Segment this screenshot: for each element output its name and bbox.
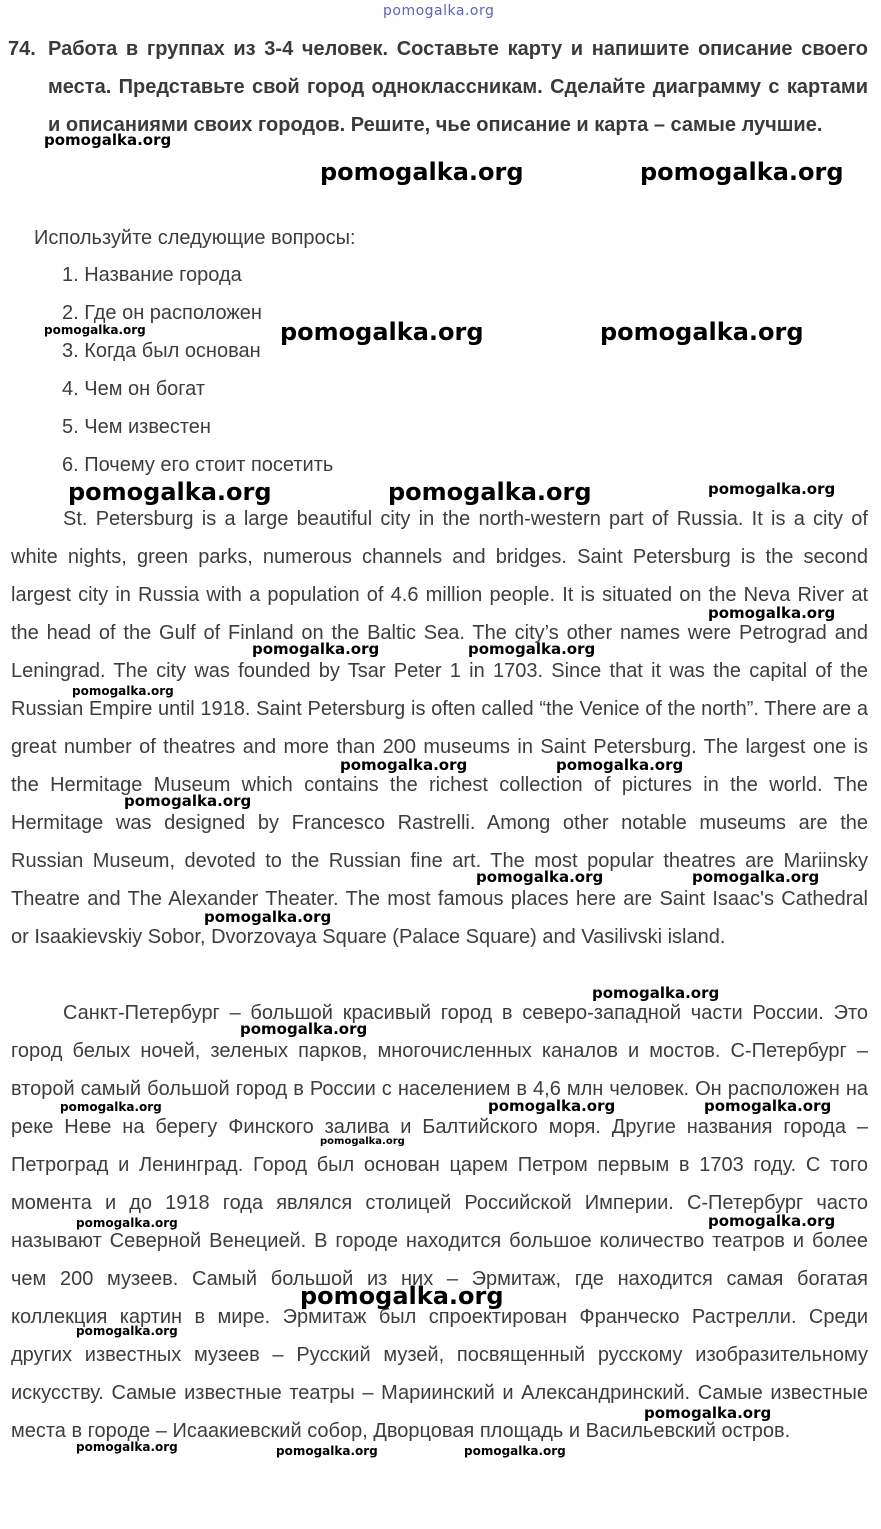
watermark: pomogalka.org — [464, 1444, 566, 1458]
watermark: pomogalka.org — [476, 868, 604, 886]
watermark: pomogalka.org — [300, 1282, 504, 1310]
question-item: 2. Где он расположен — [62, 302, 262, 324]
task-number: 74. — [8, 38, 36, 60]
watermark: pomogalka.org — [340, 756, 468, 774]
watermark: pomogalka.org — [644, 1404, 772, 1422]
questions-list — [34, 256, 356, 484]
question-item: 4. Чем он богат — [62, 378, 205, 400]
question-item: 1. Название города — [62, 264, 242, 286]
watermark: pomogalka.org — [592, 984, 720, 1002]
watermark: pomogalka.org — [600, 318, 804, 346]
watermark: pomogalka.org — [708, 1212, 836, 1230]
watermark: pomogalka.org — [640, 158, 844, 186]
watermark: pomogalka.org — [44, 323, 146, 337]
watermark: pomogalka.org — [204, 908, 332, 926]
watermark: pomogalka.org — [280, 318, 484, 346]
questions-intro: Используйте следующие вопросы: — [34, 227, 356, 249]
header-watermark: pomogalka.org — [383, 3, 495, 19]
watermark: pomogalka.org — [276, 1444, 378, 1458]
watermark: pomogalka.org — [320, 158, 524, 186]
watermark: pomogalka.org — [252, 640, 380, 658]
watermark: pomogalka.org — [76, 1324, 178, 1338]
watermark: pomogalka.org — [72, 684, 174, 698]
question-item: 5. Чем известен — [62, 416, 211, 438]
watermark: pomogalka.org — [388, 478, 592, 506]
watermark: pomogalka.org — [692, 868, 820, 886]
paragraph-english: St. Petersburg is a large beautiful city in the north-western part of Russia. It is a city of white nights, green parks, numerous channels and bridges. Saint Petersburg is the second largest city in Russia with a population of 4.6 million people. It is situated on the Neva River at the head of the Gulf of Finland on the Baltic Sea. The city’s other names were Petrograd and Leningrad. The city was founded by Tsar Peter 1 in 1703. Since that it was the capital of the Russian Empire until 1918. Saint Petersburg is often called “the Venice of the north”. There are a great number of theatres and more than 200 museums in Saint Petersburg. The largest one is the Hermitage Museum which contains the richest collection of pictures in the world. The Hermitage was designed by Francesco Rastrelli. Among other notable museums are the Russian Museum, devoted to the Russian fine art. The most popular theatres are Mariinsky Theatre and The Alexander Theater. The most famous places here are Saint Isaac's Cathedral or Isaakievskiy Sobor, Dvorzovaya Square (Palace Square) and Vasilivski island. — [11, 508, 868, 948]
watermark: pomogalka.org — [124, 792, 252, 810]
watermark: pomogalka.org — [488, 1097, 616, 1115]
questions-block — [34, 220, 356, 484]
watermark: pomogalka.org — [708, 480, 836, 498]
watermark: pomogalka.org — [76, 1216, 178, 1230]
watermark: pomogalka.org — [240, 1020, 368, 1038]
paragraph-russian: Санкт-Петербург – большой красивый город в северо-западной части России. Это город белых ночей, зеленых парков, многочисленных каналов и мостов. С-Петербург – второй самый большой город в России с населением в 4,6 млн человек. Он расположен на реке Неве на берегу Финского залива и Балтийского моря. Другие названия города – Петроград и Ленинград. Город был основан царем Петром первым в 1703 году. С того момента и до 1918 года являлся столицей Российской Империи. С-Петербург часто называют Северной Венецией. В городе находится большое количество театров и более чем 200 музеев. Самый большой из них – Эрмитаж, где находится самая богатая коллекция картин в мире. Эрмитаж был спроектирован Франческо Растрелли. Среди других известных музеев – Русский музей, посвященный русскому изобразительному искусству. Самые известные театры – Мариинский и Александринский. Самые известные места в городе – Исаакиевский собор, Дворцовая площадь и Васильевский остров. — [11, 1002, 868, 1442]
task-text: Работа в группах из 3-4 человек. Составьте карту и напишите описание своего места. Представьте свой город одноклассникам. Сделайте диаграмму с картами и описаниями своих городов. Решите, чье описание и карта – самые лучшие. — [48, 38, 868, 136]
watermark: pomogalka.org — [60, 1100, 162, 1114]
watermark: pomogalka.org — [708, 604, 836, 622]
watermark: pomogalka.org — [704, 1097, 832, 1115]
watermark: pomogalka.org — [76, 1440, 178, 1454]
watermark: pomogalka.org — [468, 640, 596, 658]
task-block — [8, 30, 868, 144]
watermark: pomogalka.org — [320, 1136, 405, 1147]
watermark: pomogalka.org — [556, 756, 684, 774]
watermark: pomogalka.org — [44, 131, 172, 149]
watermark: pomogalka.org — [68, 478, 272, 506]
question-item: 6. Почему его стоит посетить — [62, 454, 334, 476]
question-item: 3. Когда был основан — [62, 340, 261, 362]
